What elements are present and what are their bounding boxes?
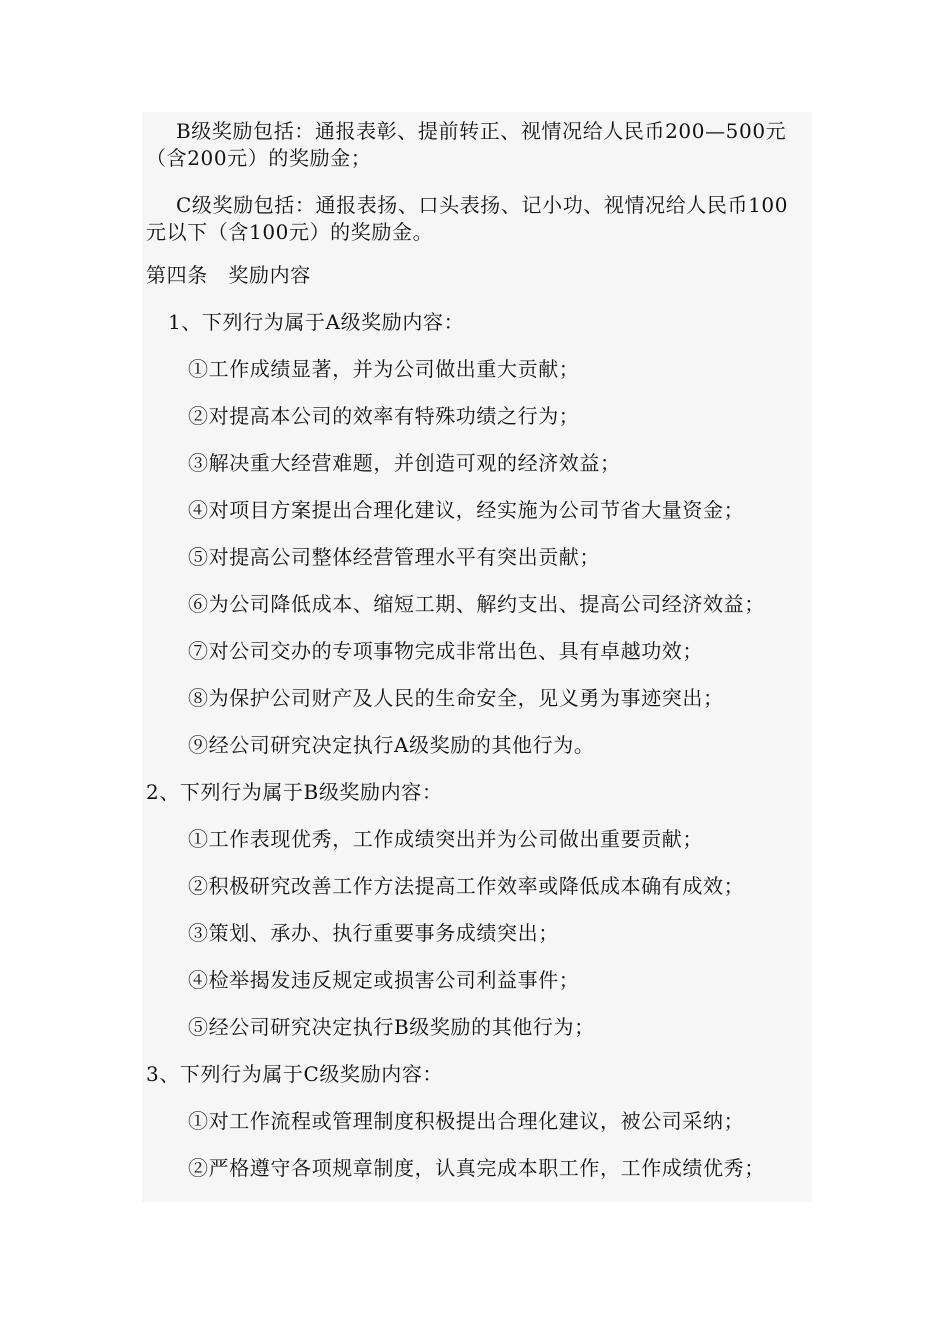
section-a-item-3: ③解决重大经营难题，并创造可观的经济效益； bbox=[188, 451, 621, 475]
list-item bbox=[142, 487, 812, 534]
paragraph-c-level: C级奖励包括：通报表扬、口头表扬、记小功、视情况给人民币100元以下（含100元）的奖励金。 bbox=[146, 193, 789, 244]
list-item bbox=[142, 910, 812, 957]
section-b-item-1: ①工作表现优秀，工作成绩突出并为公司做出重要贡献； bbox=[188, 827, 703, 851]
section-c-heading-row bbox=[142, 1051, 812, 1098]
section-b-heading-row bbox=[142, 769, 812, 816]
section-b-item-4: ④检举揭发违反规定或损害公司利益事件； bbox=[188, 968, 580, 992]
section-a-item-5: ⑤对提高公司整体经营管理水平有突出贡献； bbox=[188, 545, 600, 569]
list-item bbox=[142, 863, 812, 910]
list-item bbox=[142, 534, 812, 581]
section-b-item-5: ⑤经公司研究决定执行B级奖励的其他行为； bbox=[188, 1015, 595, 1039]
list-item bbox=[142, 1145, 812, 1192]
section-b-item-3: ③策划、承办、执行重要事务成绩突出； bbox=[188, 921, 559, 945]
section-a-item-9: ⑨经公司研究决定执行A级奖励的其他行为。 bbox=[188, 733, 595, 757]
section-a-heading-row bbox=[142, 299, 812, 346]
section-a-heading: 1、下列行为属于A级奖励内容： bbox=[168, 310, 465, 334]
list-item bbox=[142, 1098, 812, 1145]
section-c-item-1: ①对工作流程或管理制度积极提出合理化建议，被公司采纳； bbox=[188, 1109, 745, 1133]
list-item bbox=[142, 816, 812, 863]
list-item bbox=[142, 628, 812, 675]
paragraph-b-level: B级奖励包括：通报表彰、提前转正、视情况给人民币200—500元（含200元）的奖励金； bbox=[146, 119, 787, 170]
list-item bbox=[142, 675, 812, 722]
section-b-heading: 2、下列行为属于B级奖励内容： bbox=[146, 780, 443, 804]
section-a-item-4: ④对项目方案提出合理化建议，经实施为公司节省大量资金； bbox=[188, 498, 745, 522]
list-item bbox=[142, 346, 812, 393]
document-body bbox=[142, 112, 812, 1202]
list-item bbox=[142, 722, 812, 769]
article-title: 第四条 奖励内容 bbox=[146, 263, 311, 287]
section-a-item-2: ②对提高本公司的效率有特殊功绩之行为； bbox=[188, 404, 580, 428]
section-a-item-6: ⑥为公司降低成本、缩短工期、解约支出、提高公司经济效益； bbox=[188, 592, 765, 616]
section-a-item-7: ⑦对公司交办的专项事物完成非常出色、具有卓越功效； bbox=[188, 639, 703, 663]
list-item bbox=[142, 393, 812, 440]
section-b-item-2: ②积极研究改善工作方法提高工作效率或降低成本确有成效； bbox=[188, 874, 745, 898]
section-a-item-1: ①工作成绩显著，并为公司做出重大贡献； bbox=[188, 357, 580, 381]
article-title-row bbox=[142, 252, 812, 299]
list-item bbox=[142, 581, 812, 628]
list-item bbox=[142, 957, 812, 1004]
section-c-heading: 3、下列行为属于C级奖励内容： bbox=[146, 1062, 444, 1086]
section-c-item-2: ②严格遵守各项规章制度，认真完成本职工作，工作成绩优秀； bbox=[188, 1156, 765, 1180]
list-item bbox=[142, 440, 812, 487]
list-item bbox=[142, 1004, 812, 1051]
section-a-item-8: ⑧为保护公司财产及人民的生命安全，见义勇为事迹突出； bbox=[188, 686, 724, 710]
